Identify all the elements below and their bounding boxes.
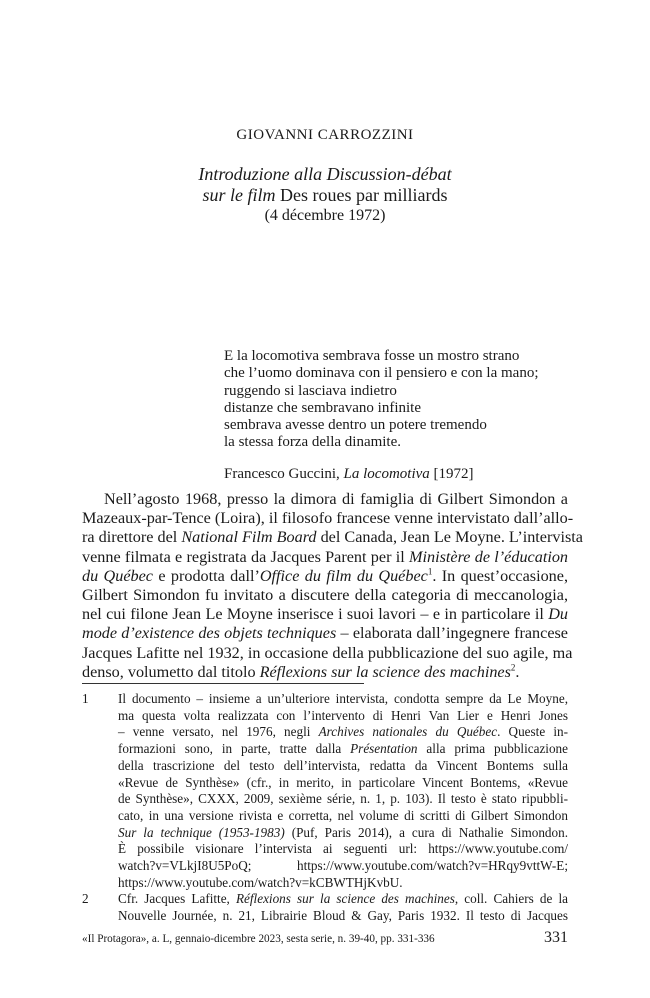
epigraph-line: ruggendo si lasciava indietro — [224, 382, 397, 399]
body-line: mode d’existence des objets techniques – elaborata dall’ingegnere francese — [82, 624, 568, 643]
footnote-text: Cfr. Jacques Lafitte, Réflexions sur la science des machines, coll. Cahiers de la Nouvelle Journée, n. 21, Librairie Bloud & Gay, Paris 1932. Il testo di Jacques — [118, 891, 568, 924]
epigraph — [224, 348, 584, 483]
title-line-1: Introduzione alla Discussion-débat — [198, 164, 452, 184]
footnote-2 — [82, 891, 568, 924]
title-line-2-roman: Des roues par milliards — [275, 185, 448, 205]
url-text: watch?v=VLkjI8U5PoQ; https://www.youtube.com/watch?v=HRqy9vttW-E; — [118, 858, 568, 874]
footnote-ref-2[interactable]: 2 — [510, 662, 516, 673]
title-date: (4 décembre 1972) — [264, 207, 386, 224]
body-paragraph — [82, 490, 583, 682]
body-line: du Québec e prodotta dall’Office du film du Québec$^1$. In quest’occasione, — [82, 566, 568, 585]
epigraph-line: che l’uomo dominava con il pensiero e con la mano; — [224, 365, 539, 382]
page-number: 331 — [544, 929, 568, 946]
url-text: https://www.youtube.com/watch?v=kCBWTHjKvbU. — [118, 874, 403, 890]
footnote-text: Il documento – insieme a un’ulteriore intervista, condotta sempre da Le Moyne, ma questa volta realizzata con l’intervento di Henri Van Lier e Henri Jones – venne versato, nel 1976, negli Archives nationales du Québec. Queste in- formazioni sono, in parte, tratte dalla Présentation alla prima pubblicazione della trascrizione del testo dell’intervista, redatta da Vincent Bontems sulla «Revue de Synthèse» (cfr., in merito, in particolare Vincent Bontems, «Revue de Synthèse», CXXX, 2009, sexième série, n. 1, p. 103). Il testo è stato ripubbli- cato, in una versione rivista e corretta, nel volume di scritti di Gilbert Simondon Sur la technique (1953-1983) (Puf, Paris 2014), a cura di Nathalie Simondon. È possibile visionare l’intervista ai seguenti url: https://www.youtube.com/ watch?v=VLkjI8U5PoQ; https://www.youtube.com/watch?v=HRqy9vttW-E; https://www.youtube.com/watch?v=kCBWTHjKvbU. — [118, 691, 569, 890]
author-name: GIOVANNI CARROZZINI — [236, 127, 414, 143]
body-line: nel cui filone Jean Le Moyne inserisce i suoi lavori – e in particolare il Du — [82, 605, 568, 624]
footnotes — [82, 691, 568, 925]
attribution-work: La locomotiva — [343, 465, 430, 482]
body-line: Jacques Lafitte nel 1932, in occasione della pubblicazione del suo agile, ma — [82, 643, 573, 662]
epigraph-attribution — [224, 466, 584, 483]
epigraph-line: distanze che sembravano infinite — [224, 399, 422, 416]
body-line: Mazeaux-par-Tence (Loira), il filosofo francese venne intervistato dall’allo- — [82, 509, 574, 528]
epigraph-line: la stessa forza della dinamite. — [224, 434, 402, 451]
body-line: venne filmata e registrata da Jacques Parent per il Ministère de l’éducation — [82, 547, 569, 566]
footnote-ref-1[interactable]: 1 — [427, 566, 433, 577]
footnote-1 — [82, 691, 568, 891]
body-line: Gilbert Simondon fu invitato a discutere della categoria di meccanologia, — [82, 586, 568, 605]
article-title — [0, 164, 650, 226]
body-line: denso, volumetto dal titolo Réflexions sur la science des machines$^2$. — [82, 662, 520, 681]
attribution-year: [1972] — [429, 465, 474, 482]
body-line: ra direttore del National Film Board del Canada, Jean Le Moyne. L’intervista — [82, 528, 583, 547]
attribution-author: Francesco Guccini, — [224, 465, 344, 482]
title-line-2-italic: sur le film — [202, 185, 276, 205]
journal-citation: «Il Protagora», a. L, gennaio-dicembre 2023, sesta serie, n. 39-40, pp. 331-336 — [82, 933, 435, 945]
footnote-separator — [82, 683, 364, 684]
body-line: Nell’agosto 1968, presso la dimora di famiglia di Gilbert Simondon a — [104, 490, 568, 508]
footnote-number: 1 — [82, 691, 89, 706]
epigraph-line: sembrava avesse dentro un potere tremendo — [224, 417, 487, 434]
footnote-number: 2 — [82, 891, 89, 907]
epigraph-line: E la locomotiva sembrava fosse un mostro strano — [224, 348, 520, 364]
url-text: È possibile visionare l’intervista ai seguenti url: https://www.youtube.com/ — [118, 841, 568, 857]
